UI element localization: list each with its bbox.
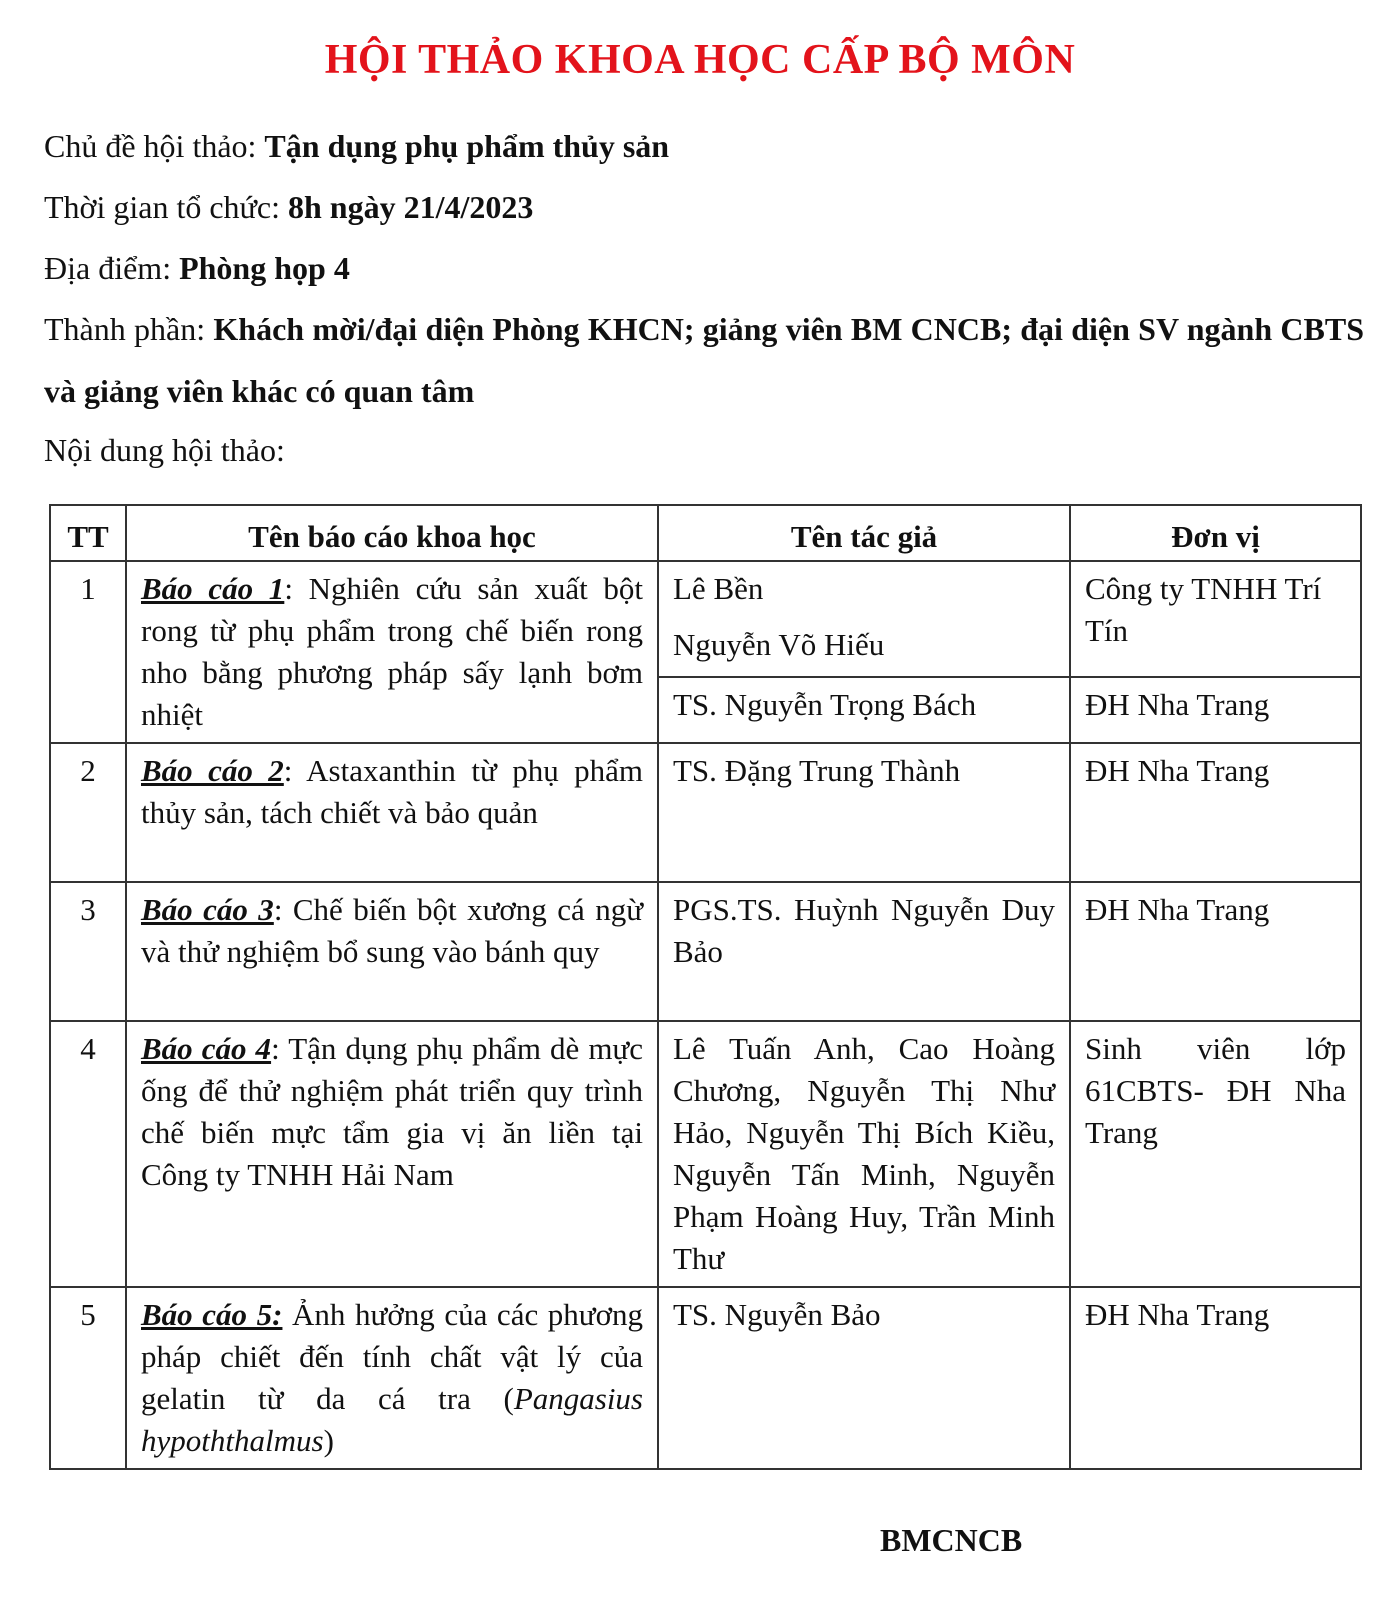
agenda-table bbox=[49, 504, 1362, 1470]
topic-label: Chủ đề hội thảo: bbox=[44, 128, 265, 164]
header-tt: TT bbox=[50, 505, 126, 561]
row-number: 2 bbox=[50, 743, 126, 882]
unit-cell: ĐH Nha Trang bbox=[1070, 1287, 1361, 1469]
place-value: Phòng họp 4 bbox=[179, 250, 350, 286]
report-title: Nghiên cứu sản xuất bột rong từ phụ phẩm trong chế biến rong nho bằng phương pháp sấy lạnh bơm nhiệt bbox=[141, 571, 643, 732]
time-label: Thời gian tổ chức: bbox=[44, 189, 288, 225]
table-row bbox=[50, 1021, 1361, 1287]
report-cell: Báo cáo 2: Astaxanthin từ phụ phẩm thủy sản, tách chiết và bảo quản bbox=[126, 743, 658, 882]
author-name: Nguyễn Võ Hiếu bbox=[673, 627, 885, 662]
unit-cell: Công ty TNHH Trí Tín bbox=[1070, 561, 1361, 677]
table-row bbox=[50, 1287, 1361, 1469]
header-unit: Đơn vị bbox=[1070, 505, 1361, 561]
place-label: Địa điểm: bbox=[44, 250, 180, 286]
author-cell bbox=[658, 561, 1070, 677]
report-cell: Báo cáo 5: Ảnh hưởng của các phương pháp chiết đến tính chất vật lý của gelatin từ da cá tra (Pangasius hypoththalmus) bbox=[126, 1287, 658, 1469]
report-title: Astaxanthin từ phụ phẩm thủy sản, tách chiết và bảo quản bbox=[141, 753, 643, 830]
author-cell: TS. Đặng Trung Thành bbox=[658, 743, 1070, 882]
unit-cell: ĐH Nha Trang bbox=[1070, 882, 1361, 1021]
report-cell: Báo cáo 1: Nghiên cứu sản xuất bột rong từ phụ phẩm trong chế biến rong nho bằng phương pháp sấy lạnh bơm nhiệt bbox=[126, 561, 658, 743]
topic-value: Tận dụng phụ phẩm thủy sản bbox=[264, 128, 670, 164]
row-number: 5 bbox=[50, 1287, 126, 1469]
species-name: Pangasius hypoththalmus bbox=[141, 1381, 643, 1458]
table-header-row bbox=[50, 505, 1361, 561]
header-author: Tên tác giả bbox=[658, 505, 1070, 561]
topic-line bbox=[44, 126, 1364, 166]
report-cell: Báo cáo 4: Tận dụng phụ phẩm dè mực ống để thử nghiệm phát triển quy trình chế biến mực tẩm gia vị ăn liền tại Công ty TNHH Hải Nam bbox=[126, 1021, 658, 1287]
report-title: Tận dụng phụ phẩm dè mực ống để thử nghiệm phát triển quy trình chế biến mực tẩm gia vị ăn liền tại Công ty TNHH Hải Nam bbox=[141, 1031, 643, 1192]
participants-line bbox=[44, 298, 1364, 422]
report-title: Chế biến bột xương cá ngừ và thử nghiệm bổ sung vào bánh quy bbox=[141, 892, 643, 969]
time-value: 8h ngày 21/4/2023 bbox=[287, 189, 534, 225]
row-number: 1 bbox=[50, 561, 126, 743]
report-label: Báo cáo 4 bbox=[141, 1031, 272, 1066]
row-number: 4 bbox=[50, 1021, 126, 1287]
participants-value: Khách mời/đại diện Phòng KHCN; giảng viên BM CNCB; đại diện SV ngành CBTS và giảng viên khác có quan tâm bbox=[44, 311, 1365, 409]
author-cell: PGS.TS. Huỳnh Nguyễn Duy Bảo bbox=[658, 882, 1070, 1021]
header-report-title: Tên báo cáo khoa học bbox=[126, 505, 658, 561]
time-line bbox=[44, 187, 1364, 227]
author-cell: Lê Tuấn Anh, Cao Hoàng Chương, Nguyễn Thị Như Hảo, Nguyễn Thị Bích Kiều, Nguyễn Tấn Minh, Nguyễn Phạm Hoàng Huy, Trần Minh Thư bbox=[658, 1021, 1070, 1287]
footer-signature: BMCNCB bbox=[880, 1522, 1023, 1558]
unit-cell: Sinh viên lớp 61CBTS- ĐH Nha Trang bbox=[1070, 1021, 1361, 1287]
author-cell: TS. Nguyễn Bảo bbox=[658, 1287, 1070, 1469]
place-line bbox=[44, 248, 1364, 288]
content-label: Nội dung hội thảo: bbox=[44, 432, 285, 468]
report-label: Báo cáo 3 bbox=[141, 892, 274, 927]
report-label: Báo cáo 2 bbox=[141, 753, 284, 788]
participants-label: Thành phần: bbox=[44, 311, 214, 347]
page-title: HỘI THẢO KHOA HỌC CẤP BỘ MÔN bbox=[324, 37, 1076, 83]
unit-cell: ĐH Nha Trang bbox=[1070, 743, 1361, 882]
table-row bbox=[50, 561, 1361, 677]
report-title: Ảnh hưởng của các phương pháp chiết đến tính chất vật lý của gelatin từ da cá tra ( bbox=[141, 1297, 643, 1416]
author-name: Lê Bền bbox=[673, 571, 764, 606]
unit-cell: ĐH Nha Trang bbox=[1070, 677, 1361, 743]
report-label: Báo cáo 1 bbox=[141, 571, 285, 606]
table-row bbox=[50, 743, 1361, 882]
author-cell: TS. Nguyễn Trọng Bách bbox=[658, 677, 1070, 743]
table-row bbox=[50, 882, 1361, 1021]
report-cell: Báo cáo 3: Chế biến bột xương cá ngừ và thử nghiệm bổ sung vào bánh quy bbox=[126, 882, 658, 1021]
row-number: 3 bbox=[50, 882, 126, 1021]
report-label: Báo cáo 5: bbox=[141, 1297, 283, 1332]
